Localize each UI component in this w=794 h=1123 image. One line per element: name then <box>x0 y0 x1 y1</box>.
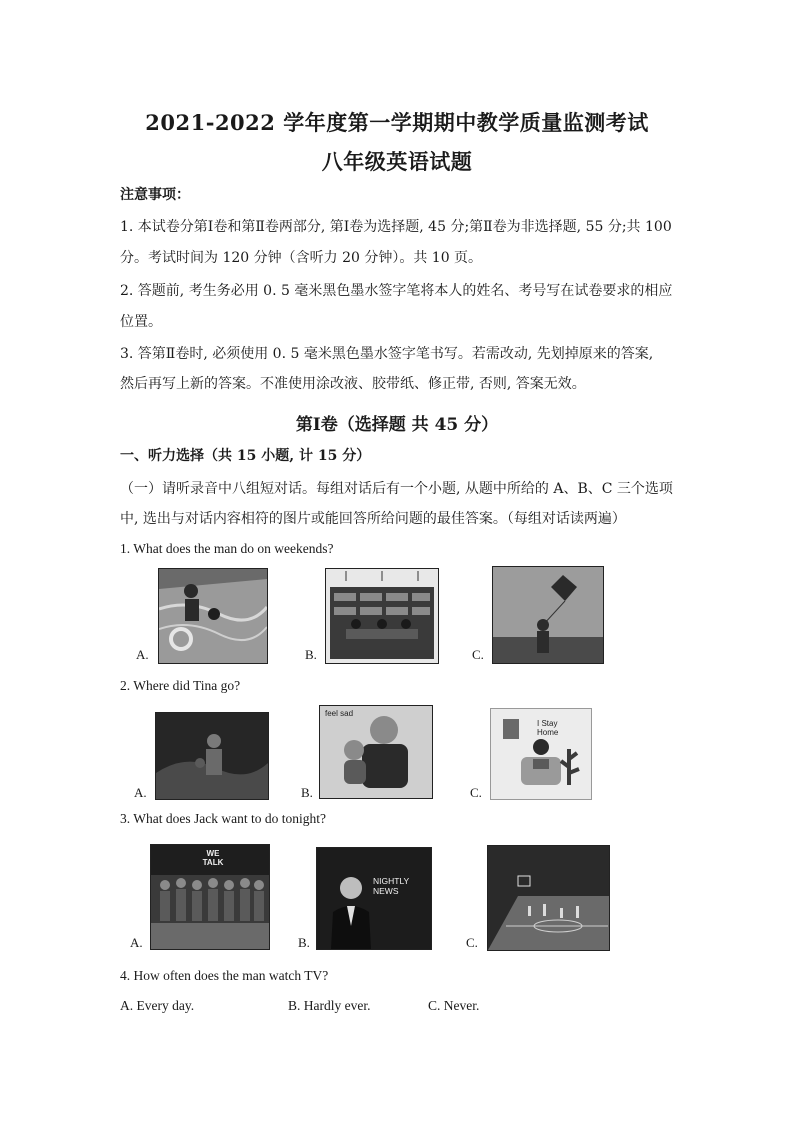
option-c-label: C. <box>472 647 484 662</box>
stay-home-cartoon-icon[interactable] <box>490 708 592 800</box>
option-a-label: A. <box>134 785 147 800</box>
notice-line: 1. 本试卷分第Ⅰ卷和第Ⅱ卷两部分, 第Ⅰ卷为选择题, 45 分;第Ⅱ卷为非选择题, 55 分;共 100 <box>120 219 672 235</box>
news-anchor-photo-icon <box>317 848 431 949</box>
answer-option-a[interactable]: A. Every day. <box>120 998 195 1013</box>
notice-line: 3. 答第Ⅱ卷时, 必须使用 0. 5 毫米黑色墨水签字笔书写。若需改动, 先划掉原来的答案, <box>120 346 654 362</box>
library-photo-icon <box>326 569 438 663</box>
notice-line: 2. 答题前, 考生务必用 0. 5 毫米黑色墨水签字笔将本人的姓名、考号写在试卷要求的相应 <box>120 283 673 299</box>
news-anchor-photo-icon[interactable] <box>316 847 432 950</box>
notice-line: 位置。 <box>120 314 162 330</box>
answer-option-c[interactable]: C. Never. <box>428 998 480 1013</box>
swimming-photo-icon <box>159 569 267 663</box>
option-c-label: C. <box>470 785 482 800</box>
outdoor-photo-icon[interactable] <box>155 712 269 800</box>
question-2-options <box>120 700 610 802</box>
notice-line: 分。考试时间为 120 分钟（含听力 20 分钟）。共 10 页。 <box>120 250 483 266</box>
exam-subtitle: 八年级英语试题 <box>321 149 473 174</box>
basketball-game-photo-icon <box>488 846 609 950</box>
part-heading: 一、听力选择（共 15 小题, 计 15 分） <box>120 448 371 464</box>
family-cartoon-icon[interactable] <box>319 705 433 799</box>
answer-option-b[interactable]: B. Hardly ever. <box>288 998 371 1013</box>
notice-heading: 注意事项： <box>120 187 190 203</box>
basketball-game-photo-icon[interactable] <box>487 845 610 951</box>
image-caption: NIGHTLY NEWS <box>373 876 410 896</box>
option-a-label: A. <box>136 647 149 662</box>
question-1: 1. What does the man do on weekends? <box>120 541 334 556</box>
outdoor-photo-icon <box>156 713 268 799</box>
question-3: 3. What does Jack want to do tonight? <box>120 811 326 826</box>
option-b-label: B. <box>305 647 317 662</box>
talk-show-photo-icon[interactable] <box>150 844 270 950</box>
image-caption: I Stay Home <box>537 719 559 737</box>
option-b-label: B. <box>298 935 310 950</box>
question-1-options <box>120 563 610 665</box>
image-caption: WE TALK <box>202 849 224 867</box>
instruction-line: （一）请听录音中八组短对话。每组对话后有一个小题, 从题中所给的 A、B、C 三个选项 <box>120 481 673 497</box>
option-c-label: C. <box>466 935 478 950</box>
question-4: 4. How often does the man watch TV? <box>120 968 329 983</box>
notice-line: 然后再写上新的答案。不准使用涂改液、胶带纸、修正带, 否则, 答案无效。 <box>120 376 586 392</box>
kite-flying-photo-icon[interactable] <box>492 566 604 664</box>
kite-flying-photo-icon <box>493 567 603 663</box>
option-a-label: A. <box>130 935 143 950</box>
exam-title: 2021-2022 学年度第一学期期中教学质量监测考试 <box>145 110 649 135</box>
swimming-photo-icon[interactable] <box>158 568 268 664</box>
instruction-line: 中, 选出与对话内容相符的图片或能回答所给问题的最佳答案。（每组对话读两遍） <box>120 511 626 527</box>
family-cartoon-icon <box>320 706 432 798</box>
question-2: 2. Where did Tina go? <box>120 678 241 693</box>
image-caption: feel sad <box>325 709 354 718</box>
question-3-options <box>120 842 610 950</box>
section-title: 第Ⅰ卷（选择题 共 45 分） <box>295 415 499 435</box>
library-photo-icon[interactable] <box>325 568 439 664</box>
option-b-label: B. <box>301 785 313 800</box>
